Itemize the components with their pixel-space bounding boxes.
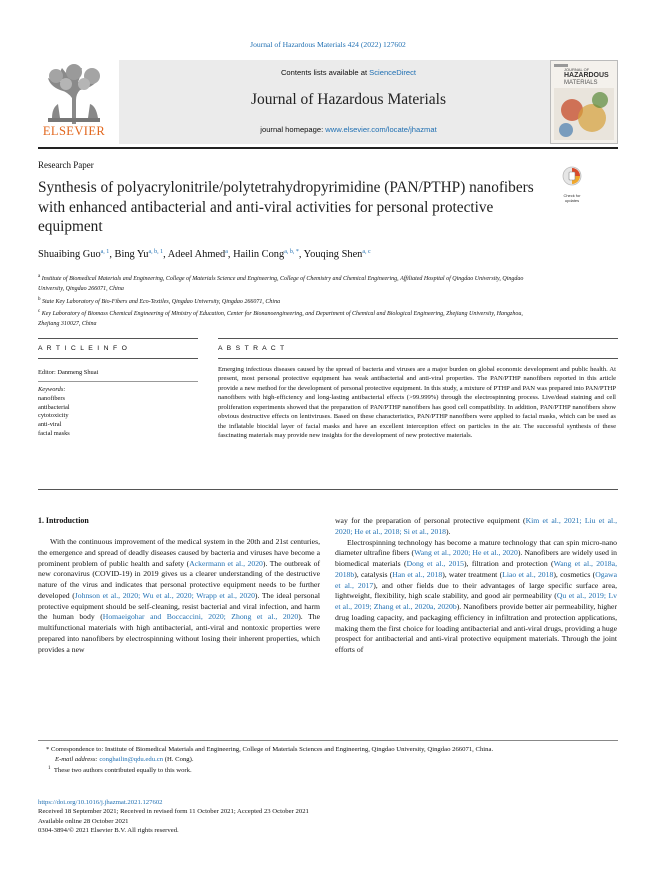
article-type: Research Paper	[38, 160, 94, 170]
intro-column-left	[38, 537, 320, 655]
journal-title: Journal of Hazardous Materials	[251, 91, 446, 108]
email-note: E-mail address: conghailin@qdu.edu.cn (H. Cong).	[55, 755, 194, 763]
abstract-heading: A B S T R A C T	[218, 345, 286, 352]
editor-line: Editor: Danmeng Shuai	[38, 369, 99, 376]
keyword: anti-viral	[38, 421, 62, 429]
citation-link[interactable]: Dong et al., 2015	[406, 559, 464, 568]
elsevier-wordmark: ELSEVIER	[42, 124, 106, 138]
citation-link[interactable]: Johnson et al., 2020; Wu et al., 2020; Wrapp et al., 2020	[74, 590, 255, 600]
affiliation: $^c$ Key Laboratory of Biomass Chemical Engineering of Ministry of Education, Center for Bionanoengineering, and Department of Chemical and Biological Engineering, Zhejiang University, Hangzhou, Zhejiang 310027, China	[38, 309, 523, 328]
received-dates: Received 18 September 2021; Received in revised form 11 October 2021; Accepted 23 October 2021	[38, 808, 309, 816]
citation-link[interactable]: Ackermann et al., 2020	[189, 558, 263, 568]
affiliation: $^b$ State Key Laboratory of Bio-Fibers and Eco-Textiles, Qingdao University, Qingdao 266071, China	[38, 296, 281, 305]
abstract-text: Emerging infectious diseases caused by the spread of bacteria and viruses are a major burden on global economic development and public health. At present, most personal protective equipment has weak antibacterial and anti-viral properties. The PAN/PTHP nanofibers reported in this article provide a new method for the development of personal protective equipment. In this study, a mixture of PTHP and PAN was prepared into PAN/PTHP nanofibers with high-efficiency and long-lasting antibacterial effects (>99.999%) through the electrospinning process. Live/dead staining and cell proliferation experiments showed that the preparation of PAN/PTHP nanofibers has good cell compatibility. In addition, PAN/PTHP nanofibers show obvious destructive effects on lentiviruses. Based on these characteristics, PAN/PTHP nanofibers were applied to facial masks, which can be used as the inflatable biocidal layer of facial masks and have an excellent interception effect on particles in the air. The successful synthesis of these fascinating materials may provide new insights for the development of new protective materials.	[218, 366, 616, 440]
editor-rule	[38, 381, 198, 382]
abstract-rule	[218, 358, 618, 359]
citation-link[interactable]: Wang et al., 2018a, 2018b	[335, 559, 617, 579]
check-updates-icon	[557, 166, 587, 188]
journal-citation[interactable]: Journal of Hazardous Materials 424 (2022) 127602	[250, 40, 406, 49]
author[interactable]: Hailin Cong$^{a, b, *}$,	[233, 249, 304, 260]
article-info-rule	[38, 358, 198, 359]
keyword: facial masks	[38, 429, 70, 437]
intro-paragraph: With the continuous improvement of the medical system in the 20th and 21st centuries, the emergence and spread of deadly diseases caused by bacteria and viruses have become a prominent problem of public health and safety (Ackermann et al., 2020). The outbreak of new coronavirus (COVID-19) in 2019 gives us a clearer understanding of the destructive nature of the virus and indicates that personal protective equipment needs to be further developed (Johnson et al., 2020; Wu et al., 2020; Wrapp et al., 2020). The ideal personal protective equipment should be self-cleaning, resist bacterial and viral infection, and harm the human body (Homaeigohar and Boccaccini, 2020; Zhong et al., 2020). The multifunctional materials with high antibacterial, anti-viral and nontoxic properties were prepared into nanofibers by electrospinning without losing their inherent properties, which provides a new	[38, 537, 321, 654]
correspondence-note: * Correspondence to: Institute of Biomedical Materials and Engineering, College of Materials Sciences and Engineering, Qingdao University, Qingdao 266071, China.	[46, 746, 494, 753]
citation-link[interactable]: Ogawa et al., 2017	[335, 569, 617, 590]
intro-paragraph: way for the preparation of personal protective equipment (Kim et al., 2021; Liu et al., 2020; He et al., 2018; Si et al., 2018).	[335, 516, 618, 536]
section-heading-introduction: 1. Introduction	[38, 516, 89, 525]
doi-link[interactable]: https://doi.org/10.1016/j.jhazmat.2021.127602	[38, 799, 163, 806]
footnote-rule	[38, 740, 618, 741]
equal-contribution-note: $^1$ These two authors contributed equally to this work.	[48, 766, 192, 775]
author[interactable]: Youqing Shen$^{a, c}$	[303, 249, 371, 260]
journal-banner-center	[119, 60, 578, 144]
citation-link[interactable]: Han et al., 2018	[392, 569, 443, 579]
author[interactable]: Shuaibing Guo$^{a, 1}$,	[38, 249, 115, 260]
keyword: cytotoxicity	[38, 412, 69, 420]
article-title: Synthesis of polyacrylonitrile/polytetrahydropyrimidine (PAN/PTHP) nanofibers with enhanced antibacterial and anti-viral activities for personal protective equipment	[38, 179, 534, 235]
email-link[interactable]: conghailin@qdu.edu.cn	[99, 755, 164, 763]
abstract-rule-top	[218, 338, 618, 339]
footnotes	[38, 745, 618, 776]
keywords-block	[38, 386, 70, 439]
journal-homepage-link[interactable]: www.elsevier.com/locate/jhazmat	[325, 125, 437, 134]
citation-link[interactable]: Wang et al., 2020; He et al., 2020	[414, 548, 518, 558]
citation-link[interactable]: Kim et al., 2021; Liu et al., 2020; He et al., 2018; Si et al., 2018	[335, 516, 618, 536]
article-info-rule-top	[38, 338, 198, 339]
journal-cover-thumbnail[interactable]: JOURNAL OF HAZARDOUS MATERIALS	[550, 60, 618, 144]
author[interactable]: Adeel Ahmed$^a$,	[167, 249, 234, 260]
check-for-updates-badge[interactable]: Check for updates	[557, 166, 587, 203]
keywords-heading: Keywords:	[38, 386, 66, 393]
keyword: nanofibers	[38, 394, 65, 402]
keyword: antibacterial	[38, 403, 70, 411]
abstract-bottom-rule	[38, 489, 618, 490]
sciencedirect-link[interactable]: ScienceDirect	[369, 68, 417, 77]
author-list	[38, 249, 371, 260]
intro-column-right	[335, 516, 617, 656]
article-info-heading: A R T I C L E I N F O	[38, 345, 129, 352]
citation-link[interactable]: Qu et al., 2019; Lv et al., 2019; Zhang et al., 2020a, 2020b	[335, 591, 617, 611]
journal-banner	[38, 60, 618, 144]
contents-lists: Contents lists available at ScienceDirect	[280, 68, 417, 77]
banner-rule	[38, 147, 618, 149]
journal-homepage: journal homepage: www.elsevier.com/locate/jhazmat	[260, 125, 437, 134]
copyright: 0304-3894/© 2021 Elsevier B.V. All rights reserved.	[38, 826, 179, 834]
affiliation: $^a$ Institute of Biomedical Materials and Engineering, College of Materials Science and Engineering, College of Chemistry and Chemical Engineering, Affiliated Hospital of Qingdao University, Qingdao University, Qingdao 266071, China	[38, 274, 524, 292]
intro-paragraph: Electrospinning technology has become a mature technology that can spin micro-nano diameter ultrafine fibers (Wang et al., 2020; He et al., 2020). Nanofibers are widely used in biomedical materials (Dong et al., 2015), filtration and protection (Wang et al., 2018a, 2018b), catalysis (Han et al., 2018), water treatment (Liao et al., 2018), cosmetics (Ogawa et al., 2017), and other fields due to their advantages of large specific surface area, lightweight, flexibility, high scale stability, and good air permeability (Qu et al., 2019; Lv et al., 2019; Zhang et al., 2020a, 2020b). Nanofibers provide better air permeability, higher drug loading capacity, and packaging efficiency in infiltration and protection applications, making them the first choice for loading antibacterial and anti-viral drugs, providing a huge prospect for antibacterial and anti-viral protective equipment materials. Through the joint efforts of	[335, 537, 618, 654]
bibliographic-info	[38, 798, 309, 835]
available-online: Available online 28 October 2021	[38, 817, 129, 825]
citation-link[interactable]: Homaeigohar and Boccaccini, 2020; Zhong et al., 2020	[102, 612, 299, 622]
affiliations	[38, 272, 538, 330]
citation-link[interactable]: Liao et al., 2018	[502, 569, 554, 579]
author[interactable]: Bing Yu$^{a, b, 1}$,	[114, 249, 168, 260]
